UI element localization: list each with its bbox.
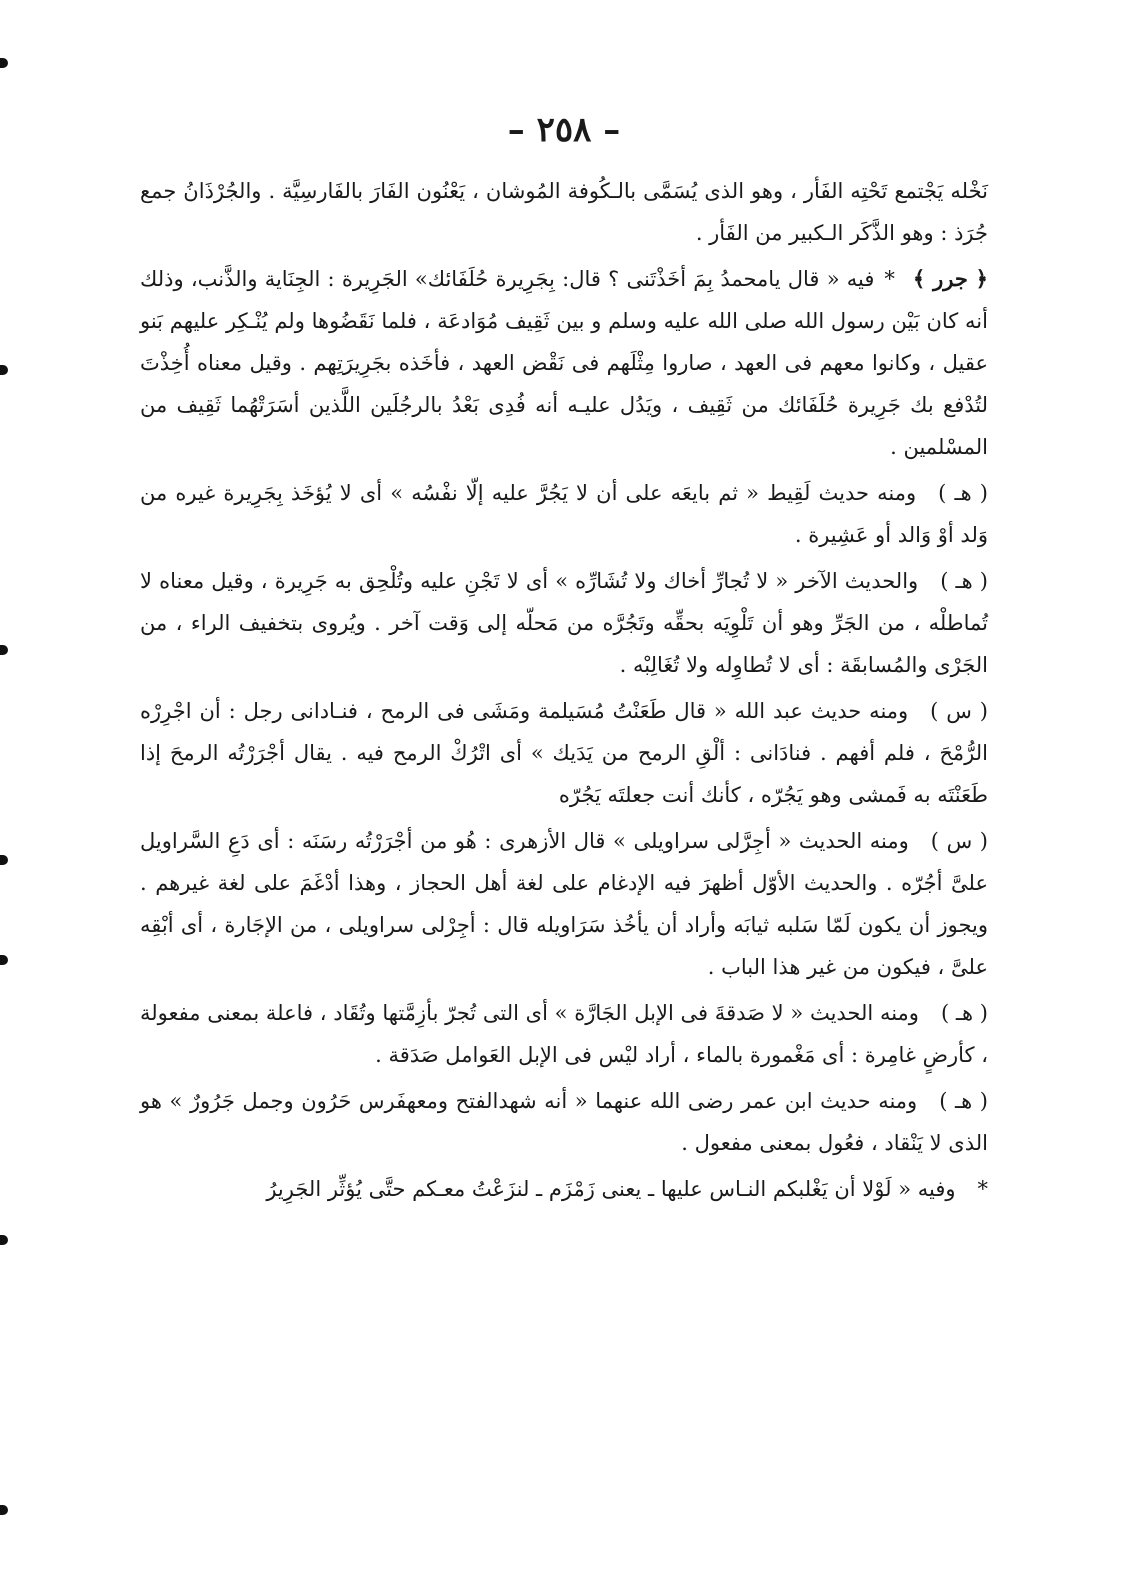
scan-edge-mark bbox=[0, 365, 8, 375]
paragraph-sarawil bbox=[140, 820, 988, 988]
source-marker: ( هـ ) bbox=[940, 569, 988, 593]
paragraph-text: ومنه الحديث « لا صَدقةَ فى الإبل الجَارَّة » أى التى تُجرّ بأزِمَّتها وتُقَاد ، فاعلة بمعنى مفعولة ، كأرضٍ غامِرة : أى مَغْمورة بالماء ، أراد ليْس فى الإبل العَوامل صَدَقة . bbox=[140, 1001, 988, 1067]
paragraph-text: وفيه « لَوْلا أن يَغْلبكم النـاس عليها ـ يعنى زَمْزَم ـ لنزَعْتُ معـكم حتَّى يُؤثِّر الجَرِيرُ bbox=[266, 1177, 956, 1201]
paragraph-jurdh-continuation bbox=[140, 170, 988, 254]
source-marker: ( هـ ) bbox=[938, 481, 988, 505]
source-marker: ( هـ ) bbox=[939, 1089, 988, 1113]
paragraph-zamzam bbox=[140, 1168, 988, 1210]
paragraph-text: والحديث الآخر « لا تُجارِّ أخاك ولا تُشَارِّه » أى لا تَجْنِ عليه وتُلْحِق به جَرِيرة ، وقيل معناه لا تُماطلْه ، من الجَرِّ وهو أن تَلْوِيَه بحقِّه وتَجُرَّه من مَحلّه إلى وَقت آخر . ويُروى بتخفيف الراء ، من الجَرْى والمُسابقَة : أى لا تُطاوِله ولا تُغَالِبْه . bbox=[140, 569, 988, 677]
scan-edge-mark bbox=[0, 1505, 8, 1515]
paragraph-laqit bbox=[140, 472, 988, 556]
paragraph-tujarr bbox=[140, 560, 988, 686]
paragraph-text: ومنه حديث ابن عمر رضى الله عنهما « أنه شهدالفتح ومعهفَرس حَرُون وجمل جَرُورٌ » هو الذى لا يَنْقاد ، فعُول بمعنى مفعول . bbox=[140, 1089, 988, 1155]
paragraph-entry-jarr bbox=[140, 258, 988, 468]
scan-edge-mark bbox=[0, 645, 8, 655]
paragraph-ibn-umar bbox=[140, 1080, 988, 1164]
source-marker: ( هـ ) bbox=[940, 1001, 988, 1025]
paragraph-text: ومنه الحديث « أجِرَّلى سراويلى » قال الأزهرى : هُو من أجْرَرْتُه رسَنَه : أى دَعِ السَّراويل علىَّ أجُرّه . والحديث الأوّل أظهرَ فيه الإدغام على لغة أهل الحجاز ، وهذا أدْغَمَ على لغة غيرهم . ويجوز أن يكون لَمّا سَلبه ثيابَه وأراد أن يأخُذ سَرَاويله قال : أجِرْلى سراويلى ، من الإجَارة ، أى أبْقِه علىَّ ، فيكون من غير هذا الباب . bbox=[140, 829, 988, 979]
page-number: – ٢٥٨ – bbox=[507, 110, 621, 150]
scan-edge-mark bbox=[0, 955, 8, 965]
paragraph-text: فيه « قال يامحمدُ بِمَ أخَذْتَنى ؟ قال: بِجَرِيرة حُلَفَائك» الجَرِيرة : الجِنَاية والذَّنب، وذلك أنه كان بَيْن رسول الله صلى الله عليه وسلم و بين ثَقِيف مُوَادعَة ، فلما نَقَضُوها ولم يُنْـكِر عليهم بَنو عقيل ، وكانوا معهم فى العهد ، صاروا مِثْلَهم فى نَقْض العهد ، فأخَذه بجَرِيرَتِهم . وقيل معناه أُخِذْتَ لتُدْفع بك جَرِيرة حُلَفَائك من ثَقِيف ، ويَدُل عليـه أنه فُدِى بَعْدُ بالرجُلَين اللَّذين أسَرَتْهُما ثَقِيف من المسْلمين . bbox=[140, 267, 988, 459]
scan-edge-mark bbox=[0, 1235, 8, 1245]
dictionary-text bbox=[140, 170, 988, 1214]
scan-edge-mark bbox=[0, 58, 8, 68]
paragraph-abdullah bbox=[140, 690, 988, 816]
paragraph-text: ومنه حديث عبد الله « قال طَعَنْتُ مُسَيلمة ومَشَى فى الرمح ، فنـادانى رجل : أن اجْرِرْه الرُّمْحَ ، فلم أفهم . فنادَانى : ألْقِ الرمح من يَدَيك » أى اتْرُكْ الرمح فيه . يقال أجْرَرْتُه الرمحَ إذا طَعَنْتَه به فَمشى وهو يَجُرّه ، كأنك أنت جعلتَه يَجُرّه bbox=[140, 699, 988, 807]
paragraph-text: ومنه حديث لَقِيط « ثم بايعَه على أن لا يَجُرَّ عليه إلّا نفْسُه » أى لا يُؤخَذ بِجَرِيرة غيره من وَلد أوْ وَالد أو عَشِيرة . bbox=[140, 481, 988, 547]
paragraph-text: نَخْله يَجْتمع تَحْتِه الفَأر ، وهو الذى يُسَمَّى بالـكُوفة المُوشان ، يَعْنُون الفَارَ بالفَارسِيَّة . والجُرْذَانُ جمع جُرَذ : وهو الذَّكَر الـكبير من الفَأر . bbox=[140, 179, 988, 245]
star-marker: * bbox=[977, 1177, 988, 1201]
paragraph-jarra bbox=[140, 992, 988, 1076]
source-marker: ( س ) bbox=[930, 699, 988, 723]
star-marker: * bbox=[884, 267, 895, 291]
entry-heading: ﴿ جرر ﴾ bbox=[912, 266, 988, 291]
source-marker: ( س ) bbox=[930, 829, 988, 853]
scan-edge-mark bbox=[0, 855, 8, 865]
